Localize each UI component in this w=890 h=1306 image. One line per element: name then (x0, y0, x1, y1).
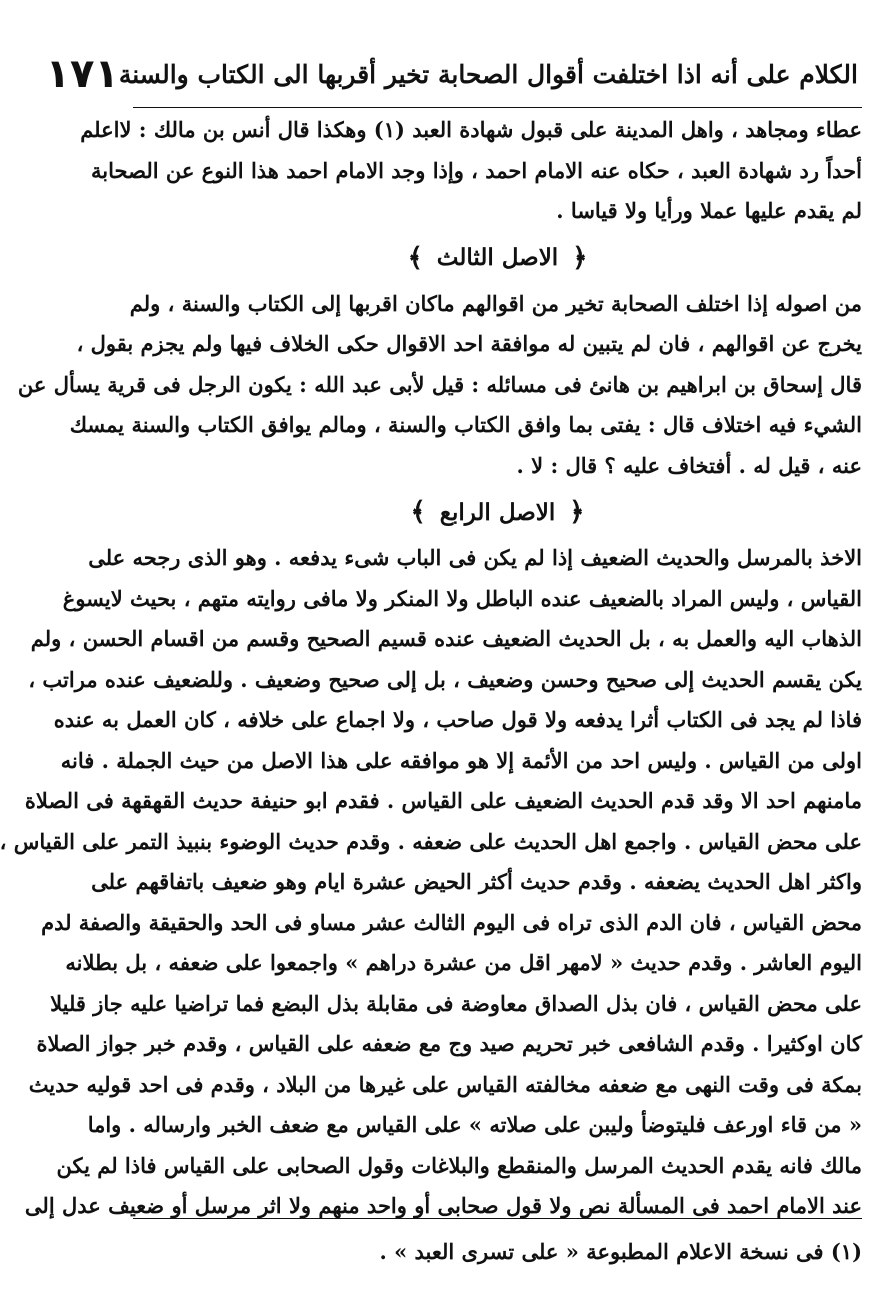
ornate-bracket-open: ﴿ (572, 242, 588, 273)
text-line: واكثر اهل الحديث يضعفه . وقدم حديث أكثر الحيض عشرة ايام وهو ضعيف باتفاقهم على (91, 869, 862, 894)
running-header (45, 44, 858, 104)
text-line: عطاء ومجاهد ، واهل المدينة على قبول شهادة العبد (١) وهكذا قال أنس بن مالك : لااعلم (80, 117, 862, 142)
section-heading-fourth-principle (133, 486, 862, 538)
text-line: مالك فانه يقدم الحديث المرسل والمنقطع والبلاغات وقول الصحابى على القياس فاذا لم يكن (56, 1152, 862, 1178)
text-line: « من قاء اورعف فليتوضأ وليبن على صلاته » على القياس مع ضعف الخبر وارساله . واما (87, 1112, 862, 1137)
text-line: يكن يقسم الحديث إلى صحيح وحسن وضعيف ، بل إلى صحيح وضعيف . وللضعيف عنده مراتب ، (28, 666, 862, 692)
paragraph-fourth-principle (0, 538, 862, 1227)
section-heading-third-principle (133, 232, 862, 284)
text-line: على محض القياس ، فان بذل الصداق معاوضة فى مقابلة بذل البضع فما تراضيا عليه جاز قليلا (50, 990, 862, 1016)
text-line: الاخذ بالمرسل والحديث الضعيف إذا لم يكن فى الباب شىء يدفعه . وهو الذى رجحه على (88, 545, 862, 570)
ornate-bracket-close: ﴾ (410, 497, 426, 527)
header-divider (133, 107, 862, 108)
footnote: (١) فى نسخة الاعلام المطبوعة « على تسرى العبد » . (379, 1239, 862, 1264)
text-line: يخرج عن اقوالهم ، فان لم يتبين له موافقة احد الاقوال حكى الخلاف فيها ولم يجزم بقول ، (76, 331, 862, 356)
text-line: مامنهم احد الا وقد قدم الحديث الضعيف على القياس . فقدم ابو حنيفة حديث القهقهة فى الصلاة (24, 788, 862, 813)
text-line: أحداً رد شهادة العبد ، حكاه عنه الامام احمد ، وإذا وجد الامام احمد هذا النوع عن الصحابة (91, 157, 862, 183)
text-line: من اصوله إذا اختلف الصحابة تخير من اقوالهم ماكان اقربها إلى الكتاب والسنة ، ولم (129, 290, 862, 316)
ornate-bracket-close: ﴾ (407, 242, 423, 273)
text-line: القياس ، وليس المراد بالضعيف عنده الباطل ولا المنكر ولا مافى روايته متهم ، بحيث لايسوغ (62, 585, 862, 611)
text-line: قال إسحاق بن ابراهيم بن هانئ فى مسائله : قيل لأبى عبد الله : يكون الرجل فى قرية يسأل عن (17, 371, 862, 397)
page-number: ١٧١ (45, 51, 119, 97)
text-line: فاذا لم يجد فى الكتاب أثرا يدفعه ولا قول صاحب ، ولا اجماع على خلافه ، كان العمل به عنده (53, 707, 862, 732)
text-line: محض القياس ، فان الدم الذى تراه فى اليوم الثالث عشر مساو فى الحد والحقيقة والصفة لدم (41, 909, 862, 935)
text-line: عنه ، قيل له . أفتخاف عليه ؟ قال : لا . (516, 452, 862, 478)
text-line: بمكة فى وقت النهى مع ضعفه مخالفته القياس على غيرها من البلاد ، وقدم فى احد قوليه حديث (28, 1071, 862, 1097)
section-heading-text: الاصل الرابع (439, 498, 556, 526)
text-line: كان اوكثيرا . وقدم الشافعى خبر تحريم صيد وج مع ضعفه على القياس ، وقدم خبر جواز الصلاة (36, 1031, 862, 1056)
ornate-bracket-open: ﴿ (569, 497, 585, 527)
text-line: الذهاب اليه والعمل به ، بل الحديث الضعيف عنده قسيم الصحيح وقسم من اقسام الحسن ، ولم (30, 626, 862, 651)
paragraph-continuation (80, 110, 862, 232)
paragraph-third-principle (17, 284, 862, 487)
footnote-divider (133, 1218, 862, 1219)
text-line: على محض القياس . واجمع اهل الحديث على ضعفه . وقدم حديث الوضوء بنبيذ التمر على القياس ، (0, 828, 862, 854)
text-line: عند الامام احمد فى المسألة نص ولا قول صحابى أو واحد منهم ولا اثر مرسل أو ضعيف عدل إلى (24, 1193, 862, 1218)
text-line: لم يقدم عليها عملا ورأيا ولا قياسا . (556, 198, 862, 223)
page-body (0, 110, 862, 1227)
text-line: اولى من القياس . وليس احد من الأئمة إلا هو موافقه على هذا الاصل من حيث الجملة . فانه (60, 747, 862, 773)
text-line: اليوم العاشر . وقدم حديث « لامهر اقل من عشرة دراهم » واجمعوا على ضعفه ، بل بطلانه (65, 950, 862, 975)
text-line: الشيء فيه اختلاف قال : يفتى بما وافق الكتاب والسنة ، ومالم يوافق الكتاب والسنة يمسك (69, 412, 862, 437)
section-heading-text: الاصل الثالث (436, 244, 559, 271)
running-header-title: الكلام على أنه اذا اختلفت أقوال الصحابة تخير أقربها الى الكتاب والسنة (118, 59, 858, 89)
